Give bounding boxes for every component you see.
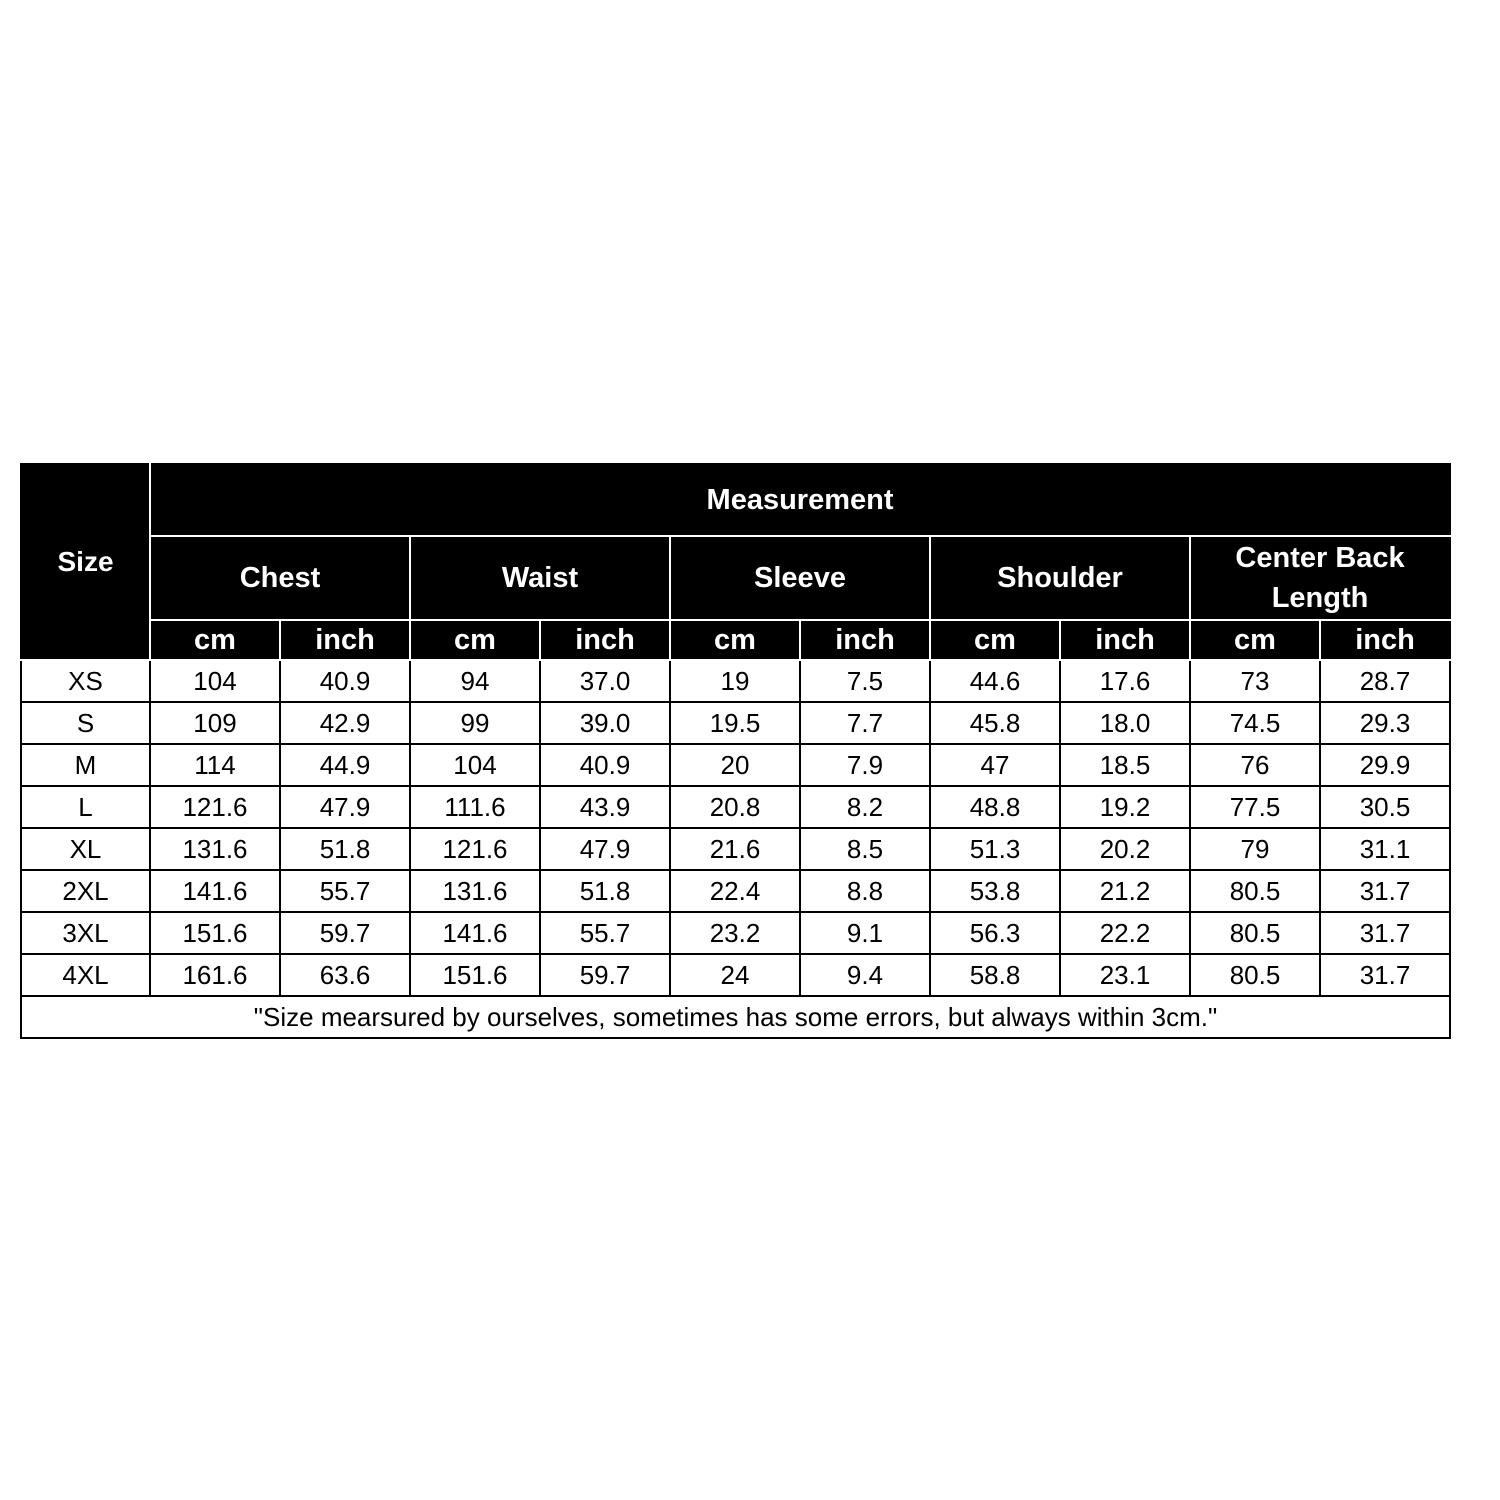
table-cell: 79 bbox=[1190, 828, 1320, 870]
table-cell: 21.2 bbox=[1060, 870, 1190, 912]
table-cell: 104 bbox=[150, 660, 280, 702]
table-cell: 21.6 bbox=[670, 828, 800, 870]
table-cell: 20.8 bbox=[670, 786, 800, 828]
table-cell: 111.6 bbox=[410, 786, 540, 828]
table-cell: 18.5 bbox=[1060, 744, 1190, 786]
table-cell: 48.8 bbox=[930, 786, 1060, 828]
table-cell: 29.3 bbox=[1320, 702, 1450, 744]
chest-inch-header: inch bbox=[280, 620, 410, 660]
sleeve-cm-header: cm bbox=[670, 620, 800, 660]
table-cell: 56.3 bbox=[930, 912, 1060, 954]
table-cell: 151.6 bbox=[150, 912, 280, 954]
table-cell: 20.2 bbox=[1060, 828, 1190, 870]
table-cell: 141.6 bbox=[150, 870, 280, 912]
table-cell: 59.7 bbox=[540, 954, 670, 996]
table-cell: 31.1 bbox=[1320, 828, 1450, 870]
table-cell: 9.4 bbox=[800, 954, 930, 996]
table-cell: 47.9 bbox=[540, 828, 670, 870]
table-cell: 94 bbox=[410, 660, 540, 702]
size-chart-table bbox=[20, 463, 1451, 1039]
table-cell: 7.5 bbox=[800, 660, 930, 702]
table-cell: 131.6 bbox=[150, 828, 280, 870]
table-cell: 44.6 bbox=[930, 660, 1060, 702]
waist-header: Waist bbox=[410, 536, 670, 620]
shoulder-header: Shoulder bbox=[930, 536, 1190, 620]
table-cell: 76 bbox=[1190, 744, 1320, 786]
size-note: "Size mearsured by ourselves, sometimes has some errors, but always within 3cm." bbox=[21, 996, 1450, 1038]
table-cell: 161.6 bbox=[150, 954, 280, 996]
table-cell: 55.7 bbox=[280, 870, 410, 912]
table-cell: 24 bbox=[670, 954, 800, 996]
size-cell: M bbox=[21, 744, 150, 786]
table-cell: 80.5 bbox=[1190, 870, 1320, 912]
table-row bbox=[21, 702, 1450, 744]
table-cell: 80.5 bbox=[1190, 912, 1320, 954]
table-cell: 58.8 bbox=[930, 954, 1060, 996]
table-cell: 28.7 bbox=[1320, 660, 1450, 702]
table-row bbox=[21, 870, 1450, 912]
table-cell: 63.6 bbox=[280, 954, 410, 996]
table-cell: 109 bbox=[150, 702, 280, 744]
table-cell: 114 bbox=[150, 744, 280, 786]
table-cell: 22.4 bbox=[670, 870, 800, 912]
sleeve-header: Sleeve bbox=[670, 536, 930, 620]
table-cell: 18.0 bbox=[1060, 702, 1190, 744]
table-cell: 20 bbox=[670, 744, 800, 786]
table-header bbox=[21, 464, 1450, 660]
table-cell: 29.9 bbox=[1320, 744, 1450, 786]
table-body bbox=[21, 660, 1450, 996]
table-cell: 47 bbox=[930, 744, 1060, 786]
center-back-length-cm-header: cm bbox=[1190, 620, 1320, 660]
table-cell: 104 bbox=[410, 744, 540, 786]
table-cell: 73 bbox=[1190, 660, 1320, 702]
sleeve-inch-header: inch bbox=[800, 620, 930, 660]
size-column-header: Size bbox=[21, 464, 150, 660]
table-row bbox=[21, 828, 1450, 870]
size-cell: XL bbox=[21, 828, 150, 870]
size-cell: XS bbox=[21, 660, 150, 702]
table-cell: 47.9 bbox=[280, 786, 410, 828]
table-cell: 31.7 bbox=[1320, 954, 1450, 996]
size-cell: 2XL bbox=[21, 870, 150, 912]
note-row bbox=[21, 996, 1450, 1038]
table-cell: 121.6 bbox=[410, 828, 540, 870]
measurement-header: Measurement bbox=[150, 464, 1450, 536]
table-cell: 7.7 bbox=[800, 702, 930, 744]
table-cell: 8.5 bbox=[800, 828, 930, 870]
table-row bbox=[21, 912, 1450, 954]
waist-cm-header: cm bbox=[410, 620, 540, 660]
chest-cm-header: cm bbox=[150, 620, 280, 660]
table-cell: 8.2 bbox=[800, 786, 930, 828]
table-cell: 80.5 bbox=[1190, 954, 1320, 996]
size-cell: 3XL bbox=[21, 912, 150, 954]
waist-inch-header: inch bbox=[540, 620, 670, 660]
table-cell: 31.7 bbox=[1320, 912, 1450, 954]
table-cell: 37.0 bbox=[540, 660, 670, 702]
table-cell: 43.9 bbox=[540, 786, 670, 828]
table-cell: 40.9 bbox=[540, 744, 670, 786]
table-cell: 151.6 bbox=[410, 954, 540, 996]
table-cell: 74.5 bbox=[1190, 702, 1320, 744]
table-cell: 131.6 bbox=[410, 870, 540, 912]
chest-header: Chest bbox=[150, 536, 410, 620]
table-cell: 51.8 bbox=[540, 870, 670, 912]
table-cell: 59.7 bbox=[280, 912, 410, 954]
table-cell: 44.9 bbox=[280, 744, 410, 786]
table-cell: 23.2 bbox=[670, 912, 800, 954]
table-cell: 45.8 bbox=[930, 702, 1060, 744]
table-cell: 31.7 bbox=[1320, 870, 1450, 912]
table-cell: 39.0 bbox=[540, 702, 670, 744]
table-row bbox=[21, 786, 1450, 828]
size-cell: S bbox=[21, 702, 150, 744]
shoulder-cm-header: cm bbox=[930, 620, 1060, 660]
table-cell: 51.3 bbox=[930, 828, 1060, 870]
table-cell: 17.6 bbox=[1060, 660, 1190, 702]
table-cell: 19.2 bbox=[1060, 786, 1190, 828]
table-cell: 19.5 bbox=[670, 702, 800, 744]
table-cell: 141.6 bbox=[410, 912, 540, 954]
table-cell: 77.5 bbox=[1190, 786, 1320, 828]
table-cell: 42.9 bbox=[280, 702, 410, 744]
table-cell: 23.1 bbox=[1060, 954, 1190, 996]
table-row bbox=[21, 744, 1450, 786]
center-back-length-inch-header: inch bbox=[1320, 620, 1450, 660]
table-cell: 55.7 bbox=[540, 912, 670, 954]
table-cell: 40.9 bbox=[280, 660, 410, 702]
table-row bbox=[21, 660, 1450, 702]
center-back-length-label: Center Back Length bbox=[1235, 542, 1405, 614]
center-back-length-header bbox=[1190, 536, 1450, 620]
table-cell: 7.9 bbox=[800, 744, 930, 786]
table-cell: 121.6 bbox=[150, 786, 280, 828]
table-row bbox=[21, 954, 1450, 996]
table-cell: 19 bbox=[670, 660, 800, 702]
table-cell: 8.8 bbox=[800, 870, 930, 912]
table-cell: 53.8 bbox=[930, 870, 1060, 912]
size-cell: L bbox=[21, 786, 150, 828]
table-cell: 9.1 bbox=[800, 912, 930, 954]
table-cell: 99 bbox=[410, 702, 540, 744]
table-cell: 51.8 bbox=[280, 828, 410, 870]
table-cell: 22.2 bbox=[1060, 912, 1190, 954]
size-cell: 4XL bbox=[21, 954, 150, 996]
table-cell: 30.5 bbox=[1320, 786, 1450, 828]
shoulder-inch-header: inch bbox=[1060, 620, 1190, 660]
